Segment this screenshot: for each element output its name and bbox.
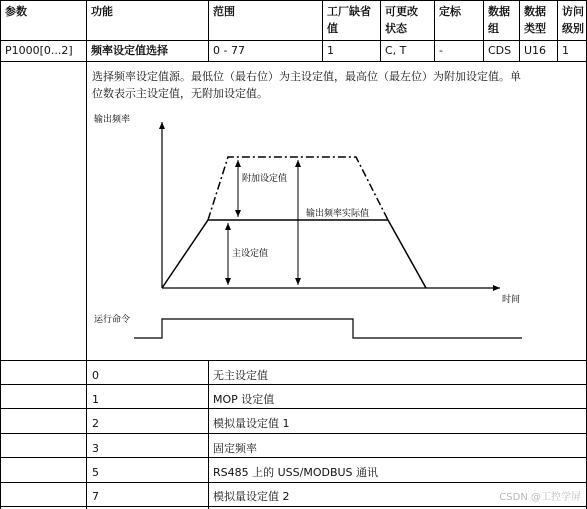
option-value-5: 7 <box>92 490 99 503</box>
actual-frequency-curve <box>162 220 426 288</box>
header-datatype-line1: 数据 <box>524 5 546 18</box>
row-changeable: C, T <box>385 44 407 57</box>
header-default-line1: 工厂缺省 <box>327 5 371 18</box>
actual-frequency-label: 输出频率实际值 <box>306 209 370 219</box>
option-text-5: 模拟量设定值 2 <box>213 490 290 503</box>
additional-setpoint-label: 附加设定值 <box>242 174 288 184</box>
header-default <box>322 3 371 37</box>
setpoint-diagram <box>90 108 530 348</box>
header-dataset <box>483 3 510 37</box>
description-line2: 位数表示主设定值，无附加设定值。 <box>92 87 268 100</box>
row-function: 频率设定值选择 <box>91 44 168 57</box>
row-datatype: U16 <box>524 44 547 57</box>
y-axis-label: 输出频率 <box>94 115 131 125</box>
header-access <box>557 3 584 37</box>
header-default-line2: 值 <box>327 22 338 35</box>
header-dataset-line1: 数据 <box>488 5 510 18</box>
header-function: 功能 <box>91 5 113 18</box>
header-access-line2: 级别 <box>562 22 584 35</box>
header-changeable-line2: 状态 <box>385 22 407 35</box>
header-param: 参数 <box>5 5 27 18</box>
description <box>92 68 582 102</box>
x-axis-label: 时间 <box>502 295 521 305</box>
option-value-1: 1 <box>92 393 99 406</box>
header-range: 范围 <box>213 5 235 18</box>
option-text-0: 无主设定值 <box>213 369 268 382</box>
row-access: 1 <box>562 44 569 57</box>
header-dataset-line2: 组 <box>488 22 499 35</box>
option-text-1: MOP 设定值 <box>213 393 275 406</box>
header-changeable-line1: 可更改 <box>385 5 418 18</box>
row-scaling: - <box>439 44 443 57</box>
row-range: 0 - 77 <box>213 44 245 57</box>
header-scaling: 定标 <box>439 5 461 18</box>
header-changeable <box>380 3 418 37</box>
option-text-3: 固定频率 <box>213 442 257 455</box>
header-access-line1: 访问 <box>562 5 584 18</box>
main-setpoint-label: 主设定值 <box>232 249 269 259</box>
option-text-2: 模拟量设定值 1 <box>213 417 290 430</box>
option-value-0: 0 <box>92 369 99 382</box>
row-param: P1000[0...2] <box>5 44 73 57</box>
run-command-label: 运行命令 <box>94 315 131 325</box>
option-value-2: 2 <box>92 417 99 430</box>
row-dataset: CDS <box>488 44 512 57</box>
description-line1: 选择频率设定值源。最低位（最右位）为主设定值，最高位（最左位）为附加设定值。单 <box>92 70 521 83</box>
watermark: CSDN @工控学屏 <box>499 492 581 503</box>
header-datatype <box>519 3 546 37</box>
row-default: 1 <box>327 44 334 57</box>
option-value-3: 3 <box>92 442 99 455</box>
header-datatype-line2: 类型 <box>524 22 546 35</box>
option-value-4: 5 <box>92 466 99 479</box>
run-command-signal <box>134 319 522 338</box>
option-text-4: RS485 上的 USS/MODBUS 通讯 <box>213 466 379 479</box>
